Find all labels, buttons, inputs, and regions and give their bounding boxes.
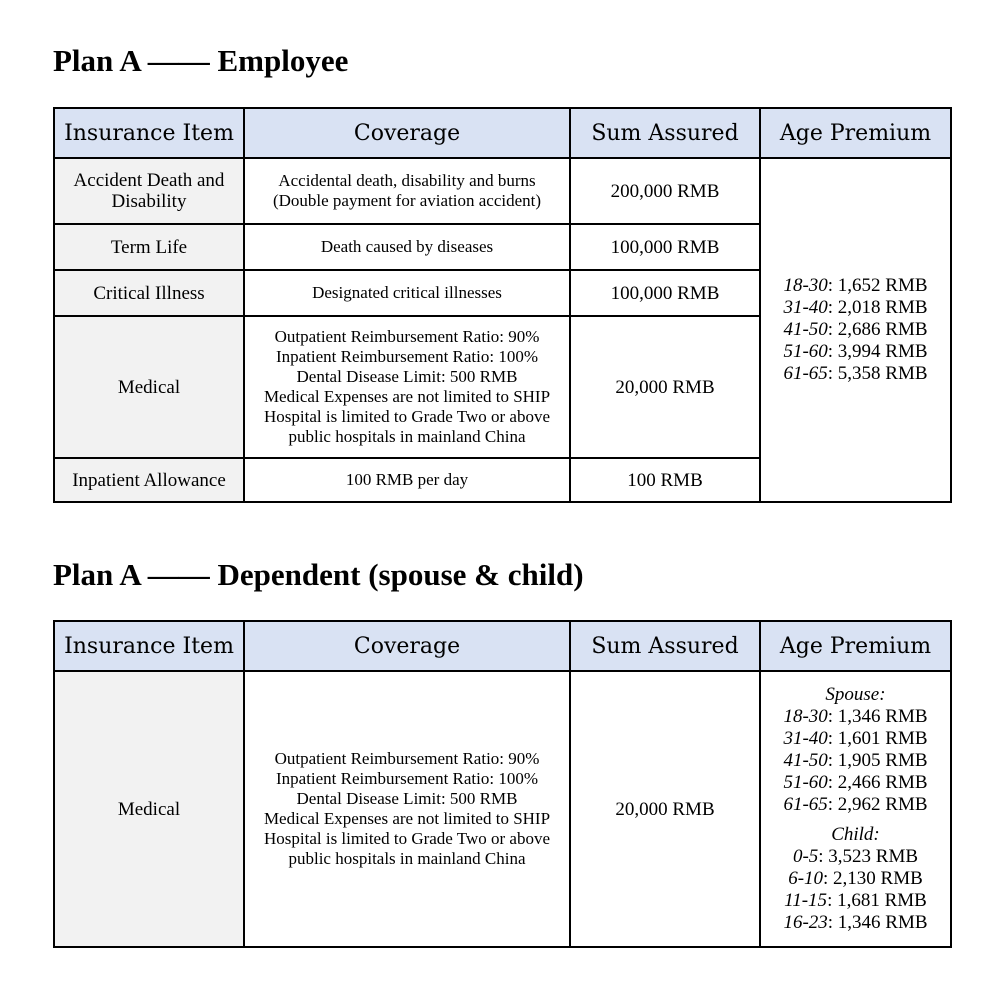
coverage-line: Hospital is limited to Grade Two or above xyxy=(263,829,551,848)
coverage-line: Outpatient Reimbursement Ratio: 90% xyxy=(274,749,540,768)
premium-line: 41-50: 2,686 RMB xyxy=(783,319,928,340)
table-header-row xyxy=(54,108,951,158)
header-age-premium: Age Premium xyxy=(760,621,951,671)
header-insurance-item: Insurance Item xyxy=(54,621,244,671)
premium-line: 51-60: 3,994 RMB xyxy=(783,341,928,362)
sum-assured-cell: 20,000 RMB xyxy=(570,316,760,458)
header-coverage: Coverage xyxy=(244,108,570,158)
coverage-line: Medical Expenses are not limited to SHIP xyxy=(263,387,551,406)
child-label: Child: xyxy=(831,824,880,845)
coverage-line: Outpatient Reimbursement Ratio: 90% xyxy=(274,327,540,346)
dependent-plan-table xyxy=(53,620,952,948)
employee-plan-table xyxy=(53,107,952,503)
premium-line: 31-40: 2,018 RMB xyxy=(783,297,928,318)
premium-list xyxy=(783,275,927,385)
coverage-line: Accidental death, disability and burns xyxy=(278,171,536,190)
coverage-line: Dental Disease Limit: 500 RMB xyxy=(296,367,518,386)
premium-line: 41-50: 1,905 RMB xyxy=(783,750,928,771)
coverage-line: public hospitals in mainland China xyxy=(288,849,526,868)
premium-line: 11-15: 1,681 RMB xyxy=(784,890,927,911)
coverage-line: Dental Disease Limit: 500 RMB xyxy=(296,789,518,808)
header-coverage: Coverage xyxy=(244,621,570,671)
coverage-line: Hospital is limited to Grade Two or above xyxy=(263,407,551,426)
coverage-cell xyxy=(244,158,570,224)
premium-line: 6-10: 2,130 RMB xyxy=(788,868,923,889)
coverage-line: public hospitals in mainland China xyxy=(288,427,526,446)
employee-plan-title: Plan A —— Employee xyxy=(53,43,349,78)
item-cell: Critical Illness xyxy=(54,270,244,316)
coverage-cell: Death caused by diseases xyxy=(244,224,570,270)
item-cell: Inpatient Allowance xyxy=(54,458,244,502)
sum-assured-cell: 100,000 RMB xyxy=(570,270,760,316)
premium-line: 61-65: 2,962 RMB xyxy=(783,794,928,815)
sum-assured-cell: 200,000 RMB xyxy=(570,158,760,224)
sum-assured-cell: 100,000 RMB xyxy=(570,224,760,270)
header-age-premium: Age Premium xyxy=(760,108,951,158)
item-cell: Term Life xyxy=(54,224,244,270)
premium-line: 51-60: 2,466 RMB xyxy=(783,772,928,793)
item-cell: Medical xyxy=(54,316,244,458)
coverage-cell: Designated critical illnesses xyxy=(244,270,570,316)
table-header-row xyxy=(54,621,951,671)
sum-assured-cell: 20,000 RMB xyxy=(570,671,760,947)
header-sum-assured: Sum Assured xyxy=(570,621,760,671)
premium-line: 31-40: 1,601 RMB xyxy=(783,728,928,749)
premium-line: 18-30: 1,346 RMB xyxy=(783,706,928,727)
table-row xyxy=(54,158,951,224)
item-cell: Accident Death and Disability xyxy=(54,158,244,224)
age-premium-cell xyxy=(760,671,951,947)
coverage-line: Inpatient Reimbursement Ratio: 100% xyxy=(275,769,539,788)
coverage-line: (Double payment for aviation accident) xyxy=(272,191,542,210)
age-premium-cell xyxy=(760,158,951,502)
premium-line: 18-30: 1,652 RMB xyxy=(783,275,928,296)
item-cell: Medical xyxy=(54,671,244,947)
premium-line: 16-23: 1,346 RMB xyxy=(783,912,928,933)
coverage-cell xyxy=(244,671,570,947)
premium-line: 61-65: 5,358 RMB xyxy=(783,363,928,384)
coverage-line: Medical Expenses are not limited to SHIP xyxy=(263,809,551,828)
coverage-cell xyxy=(244,316,570,458)
header-sum-assured: Sum Assured xyxy=(570,108,760,158)
header-insurance-item: Insurance Item xyxy=(54,108,244,158)
table-row xyxy=(54,671,951,947)
premium-line: 0-5: 3,523 RMB xyxy=(792,846,919,867)
sum-assured-cell: 100 RMB xyxy=(570,458,760,502)
spouse-premium-list xyxy=(783,684,927,816)
spouse-label: Spouse: xyxy=(825,684,886,705)
coverage-cell: 100 RMB per day xyxy=(244,458,570,502)
dependent-plan-title: Plan A —— Dependent (spouse & child) xyxy=(53,557,584,592)
coverage-line: Inpatient Reimbursement Ratio: 100% xyxy=(275,347,539,366)
child-premium-list xyxy=(783,824,927,934)
